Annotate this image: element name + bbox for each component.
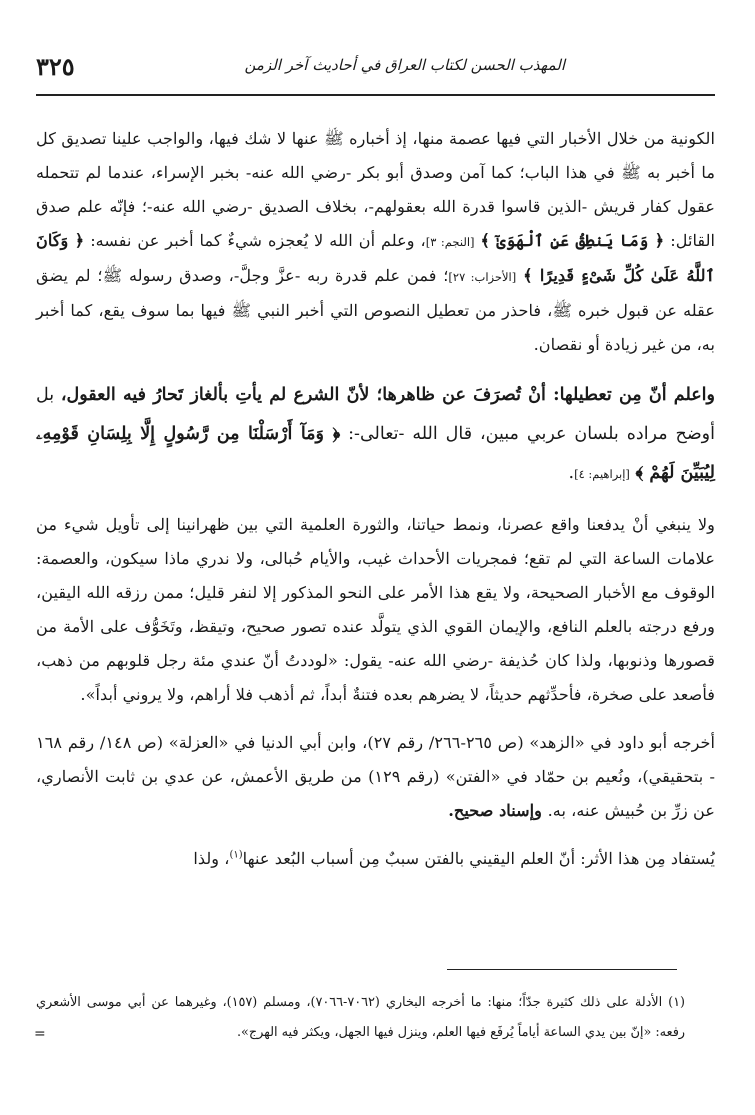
header-divider <box>36 94 715 96</box>
emphasized-text: وإسناد صحيح. <box>448 801 548 820</box>
verse-reference: [الأحزاب: ٢٧] <box>448 270 517 284</box>
quran-verse: ﴿ وَمَا يَنطِقُ عَنِ ٱلْهَوَىٰٓ ﴾ <box>480 231 665 250</box>
verse-reference: [إبراهيم: ٤] <box>574 467 630 481</box>
footnote-marker: (١) <box>229 849 243 861</box>
paragraph-3: ولا ينبغي أنْ يدفعنا واقع عصرنا، ونمط حياتنا، والثورة العلمية التي بين ظهرانينا إلى تأويل شيء من علامات الساعة التي لم تقع؛ فمجريات الأحداث غيب، والأيام حُبالى، ولا ندري ماذا سيكون، والعصمة: الوقوف مع الأخبار الصحيحة، ولا يقع هذا الأمر على النحو المذكور إلا لنفر قليل؛ ممن رزقه الله اليقين، ورفع درجته بالعلم النافع، والإيمان القوي الذي يتولَّد عنده تصور صحيح، وتيقظ، وتَخَوُّف على الأمة من قصورها وذنوبها، ولذا كان حُذيفة -رضي الله عنه- يقول: «لوددتُ أنّ عندي مئة رجل قلوبهم من ذهب، فأصعد على صخرة، فأحدِّثهم حديثاً، لا يضرهم بعده فتنةٌ أبداً، ثم أذهب فلا أراهم، ولا يروني أبداً». <box>36 515 715 704</box>
paragraph-1 <box>36 122 715 362</box>
footnote-divider <box>447 969 677 970</box>
quran-verse: ﴿ وَكَانَ ٱللَّهُ عَلَىٰ كُلِّ شَىْءٍ قَدِيرًا ﴾ <box>36 231 715 285</box>
page-header <box>36 44 715 100</box>
paragraph-2 <box>36 376 715 494</box>
text-segment: ؛ فمن علم قدرة ربه -عزَّ وجلَّ-، وصدق رسوله ﷺ؛ لم يضق عقله عن قبول خبره ﷺ، فاحذر من تعطيل النصوص التي أخبر النبي ﷺ فيها بما سوف يقع، كما أخبر به، من غير زيادة أو نقصان. <box>36 266 715 354</box>
text-segment: . <box>568 463 575 483</box>
footnote-1: (١) الأدلة على ذلك كثيرة جدّاً؛ منها: ما أخرجه البخاري (٧٠٦٢-٧٠٦٦)، ومسلم (١٥٧)، وغيرهما عن أبي موسى الأشعري رفعه: «إنّ بين يدي الساعة أياماً يُرفَع فيها العلم، وينزل فيها الجهل، ويكثر فيه الهرج». <box>36 995 685 1040</box>
quran-verse: ﴿ وَمَآ أَرْسَلْنَا مِن رَّسُولٍ إِلَّا بِلِسَانِ قَوْمِهِۦ لِيُبَيِّنَ لَهُمْ ﴾ <box>36 424 715 483</box>
text-segment: يُستفاد مِن هذا الأثر: أنّ العلم اليقيني بالفتن سببٌ مِن أسباب البُعد عنها <box>242 849 715 868</box>
paragraph-5 <box>36 842 715 876</box>
text-segment: ، ولذا <box>193 849 230 868</box>
running-title: المهذب الحسن لكتاب العراق في أحاديث آخر الزمن <box>244 56 565 74</box>
main-text <box>36 122 715 890</box>
emphasized-text: واعلم أنّ مِن تعطيلها: أنْ تُصرَفَ عن ظاهرها؛ لأنّ الشرع لم يأتِ بألغاز تَحارُ فيه العقول، <box>60 385 715 405</box>
continuation-mark: = <box>34 1026 46 1042</box>
text-segment: بل أوضح مراده بلسان عربي مبين، قال الله -تعالى-: <box>36 385 715 444</box>
paragraph-4 <box>36 726 715 828</box>
page-number: ٣٢٥ <box>36 52 75 81</box>
text-segment: أخرجه أبو داود في «الزهد» (ص ٢٦٥-٢٦٦/ رقم ٢٧)، وابن أبي الدنيا في «العزلة» (ص ١٤٨/ رقم ١٦٨ - بتحقيقي)، ونُعيم بن حمّاد في «الفتن» (رقم ١٢٩) من طريق الأعمش، عن عدي بن ثابت الأنصاري، عن زرِّ بن حُبيش عنه، به. <box>36 733 716 820</box>
text-segment: ، وعلم أن الله لا يُعجزه شيءٌ كما أخبر عن نفسه: <box>90 231 426 250</box>
verse-reference: [النجم: ٣] <box>425 235 475 249</box>
text-segment: الكونية من خلال الأخبار التي فيها عصمة منها، إذ أخباره ﷺ عنها لا شك فيها، والواجب علينا تصديق كل ما أخبر به ﷺ في هذا الباب؛ كما آمن وصدق أبو بكر -رضي الله عنه- بخبر الإسراء، عندما لم تتحمله عقول كفار قريش -الذين قاسوا قدرة الله بعقولهم-، بخلاف الصديق -رضي الله عنه-؛ فإنّه علم صدق القائل: <box>36 129 716 250</box>
footnotes <box>36 988 685 1048</box>
